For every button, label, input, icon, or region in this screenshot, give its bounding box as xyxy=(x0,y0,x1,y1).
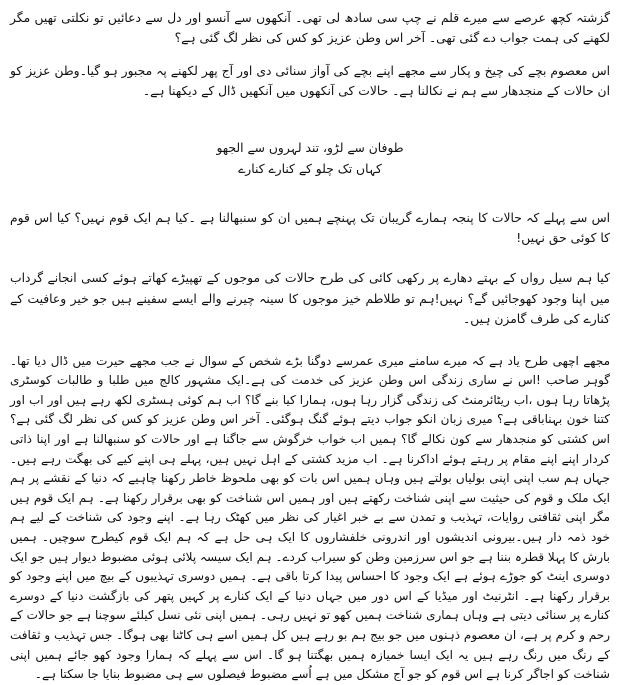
paragraph-3: اس سے پہلے کہ حالات کا پنجہ ہمارے گریبان تک پہنچے ہمیں ان کو سنبھالنا ہے ۔کیا ہم ایک قوم نہیں؟ کیا اس قوم کا کوئی حق نہیں! xyxy=(10,210,610,246)
paragraph-4: کیا ہم سیل رواں کے بہتے دھارے پر رکھی کائی کی طرح حالات کی موجوں کے تھپیڑے کھاتے ہوئے کسی انجانے گرداب میں اپنا وجود کھوجائیں گے؟ نہیں!ہم تو طلاطم خیز موجوں کا سینہ چیرنے والے ایسے سفینے ہیں جو خیر وعافیت کے کنارے کی طرف گامزن ہیں۔ xyxy=(10,271,610,327)
poem-line-2: کہاں تک چلو کے کنارے کنارے xyxy=(238,161,382,176)
poem-couplet xyxy=(10,138,610,180)
paragraph-5: مجھے اچھی طرح یاد ہے کہ میرے سامنے میری عمرسے دوگنا بڑے شخص کے سوال نے جب مجھے حیرت میں ڈال دیا تھا۔ گوہر صاحب !اس نے ساری زندگی اس وطن عزیز کی خدمت کی ہے۔ایک مشہور کالج میں طلبا و طالبات کوسٹری پڑھاتا رہا ہوں ،اب ریٹائرمنٹ کی زندگی گزار رہا ہوں، ہمارا کیا بنے گا؟ اب ہم کوئی ہسٹری لکھ رہے ہیں اور اب اور کتنا خون بہناباقی ہے؟ میری زبان انکو جواب دیتے ہوئے گنگ ہوگئی۔ آخر اس وطن عزیز کو کس کی نظر لگ گئی ہے؟ اس کشتی کو منجدھار سے کون نکالے گا؟ ہمیں اب خواب خرگوش سے جاگنا ہے اور حالات کو سنبھالنا ہے اور اپنا ذاتی کردار اپنے اپنے مقام پر رہتے ہوئے اداکرنا ہے۔ اب مزید کشتی کے اہل نہیں ہیں، پہلے ہی اپنے کیے کی بھگت رہے ہیں۔ جہاں ہم سب اپنی اپنی بولیاں بولتے ہیں وہاں ہمیں اس بات کو بھی ملحوظ خاطر رکھنا چاہیے کہ دنیا کے نقشے پر ہم ایک ملک و قوم کی حیثیت سے اپنی شناخت رکھتے ہیں اور ہمیں اس شناخت کو بھی برقرار رکھنا ہے۔ ہم ایک قوم ہیں مگر اپنی ثقافتی روایات، تہذیب و تمدن سے بے خبر اغیار کی نظر میں کھٹک رہا ہے۔ اپنے وجود کی شناخت کے لیے ہم خود ذمہ دار ہیں۔بیرونی اندیشوں اور اندرونی خلفشاروں کا ایک ہی حل ہے کہ ہم ایک قوم کیطرح سوچیں۔ ہمیں بارش کا پہلا قطرہ بننا ہے جو اس سرزمین وطن کو سیراب کردے۔ ہم ایک سیسہ پلائی ہوئی مضبوط دیوار ہیں جو ایک دوسری اینٹ کو جوڑے ہوئے ہے ایک وجود کا احساس پیدا کرتا باقی ہے۔ ہمیں دوسری تہذیبوں کے بیچ میں اپنے وجود کو برقرار رکھنا ہے۔ انٹرنیٹ اور میڈیا کے اس دور میں جہاں دنیا کے ایک کنارے پر کہیں پتھر کی بازگشت دنیا کے دوسرے کنارے پر سنائی دیتی ہے وہاں ہماری شناخت ہمیں کھو تو نہیں رہی۔ ہمیں اپنی نئی نسل کیلئے سوچنا ہے جو حالات کے رحم و کرم پر ہے، ان معصوم ذہنوں میں جو بیج ہم بو رہے ہیں کل ہمیں اسے ہی کاٹنا بھی ہوگا۔ جس تہذیب و ثقافت کے رنگ میں رنگ رہے ہیں یہ ایک ایسا خمیازہ ہمیں بھگتنا ہو گا۔ اس سے پہلے کہ ہمارا وجود کھو جائے ہمیں اپنی شناخت کو اجاگر کرنا ہے اس قوم کو جو آج مشکل میں ہے اُسے مضبوط فیصلوں سے ہی مضبوط بنایا جا سکتا ہے۔ xyxy=(10,353,610,682)
paragraph-2: اس معصوم بچے کی چیخ و پکار سے مجھے اپنے بچے کی آواز سنائی دی اور آج پھر لکھنے پہ مجبور ہو گیا۔وطن عزیز کو ان حالات کے منجدھار سے ہم نے نکالنا ہے۔ حالات کی آنکھوں میں آنکھیں ڈال کے دیکھنا ہے۔ xyxy=(10,63,610,99)
poem-line-1: طوفان سے لڑو، تند لہروں سے الجھو xyxy=(216,140,404,155)
paragraph-1: گزشتہ کچھ عرصے سے میرے قلم نے چپ سی سادھ لی تھی۔ آنکھوں سے آنسو اور دل سے دعائیں تو نکلتی تھیں مگر لکھنے کی ہمت جواب دے گئی تھی۔ آخر اس وطن عزیز کو کس کی نظر لگ گئی ہے؟ xyxy=(10,11,610,46)
